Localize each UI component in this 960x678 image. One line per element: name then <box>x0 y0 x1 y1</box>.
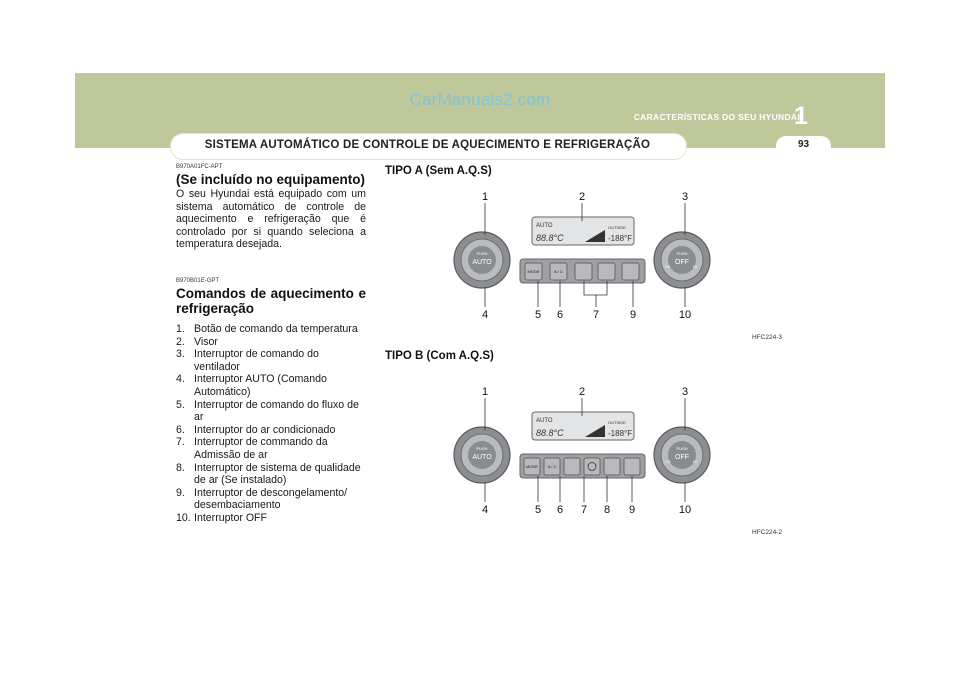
auto-label: AUTO <box>472 259 492 266</box>
temperature-knob <box>454 427 510 483</box>
diagram-a-code: HFC224-3 <box>752 334 782 341</box>
svg-text:PUSH: PUSH <box>676 446 688 451</box>
callout-label: 10 <box>678 504 692 516</box>
callout-label: 9 <box>629 309 637 321</box>
diagram-a-title: TIPO A (Sem A.Q.S) <box>385 165 492 177</box>
fan-knob <box>654 232 710 288</box>
list-item: 2. Visor <box>176 335 218 348</box>
svg-text:A / C: A / C <box>547 464 557 469</box>
fresh-air-button[interactable] <box>598 263 615 280</box>
callout-label: 6 <box>556 309 564 321</box>
controls-list <box>176 323 366 525</box>
block2-heading: Comandos de aquecimento e refrigeração <box>176 285 366 316</box>
text-column <box>176 164 366 524</box>
list-item: 5. Interruptor de comando do fluxo de ar <box>176 398 359 424</box>
off-label: OFF <box>675 259 689 266</box>
diagram-a-figure <box>440 185 740 335</box>
section-title: SISTEMA AUTOMÁTICO DE CONTROLE DE AQUECIMENTO E REFRIGERAÇÃO <box>204 139 651 151</box>
callout-label: 5 <box>534 504 542 516</box>
callout-label: 8 <box>603 504 611 516</box>
svg-text:88.8°C: 88.8°C <box>536 428 564 438</box>
svg-text:AUTO: AUTO <box>536 418 553 424</box>
fan-knob <box>654 427 710 483</box>
svg-text:88.8°C: 88.8°C <box>536 233 564 243</box>
block1-paragraph: O seu Hyundai está equipado com um sistema automático de controle de aquecimento e refrigeração que é controlado por si quando seleciona a temperatura desejada. <box>176 188 366 251</box>
callout-label: 2 <box>578 191 586 203</box>
diagram-b-title: TIPO B (Com A.Q.S) <box>385 350 494 362</box>
buttons-row <box>520 454 645 478</box>
callout-label: 4 <box>481 504 489 516</box>
callout-label: 2 <box>578 386 586 398</box>
svg-text:HI: HI <box>693 264 697 269</box>
page-number: 93 <box>797 139 810 150</box>
display-screen <box>532 217 634 245</box>
callout-label: 3 <box>681 386 689 398</box>
recirc-button[interactable] <box>564 458 580 475</box>
list-item: 9. Interruptor de descongelamento/ desembaciamento <box>176 486 348 512</box>
defrost-button[interactable] <box>624 458 640 475</box>
display-screen <box>532 412 634 440</box>
chapter-number: 1 <box>794 102 808 130</box>
svg-text:-188°F: -188°F <box>608 429 633 438</box>
svg-text:OUTSIDE: OUTSIDE <box>608 225 626 230</box>
svg-text:MODE: MODE <box>526 464 538 469</box>
chapter-title: CARACTERÍSTICAS DO SEU HYUNDAI <box>633 112 800 122</box>
svg-text:PUSH: PUSH <box>476 446 488 451</box>
buttons-row <box>520 259 645 283</box>
svg-text:LO: LO <box>665 264 671 269</box>
svg-text:OUTSIDE: OUTSIDE <box>608 420 626 425</box>
callout-label: 10 <box>678 309 692 321</box>
list-item: 3. Interruptor de comando do ventilador <box>176 348 319 373</box>
block2-code: B970B01E-GPT <box>176 277 220 284</box>
callout-label: 7 <box>592 309 600 321</box>
fresh-air-button[interactable] <box>604 458 620 475</box>
svg-text:HI: HI <box>693 459 697 464</box>
callout-label: 6 <box>556 504 564 516</box>
diagram-b-code: HFC224-2 <box>752 529 782 536</box>
aqs-button[interactable] <box>584 458 600 475</box>
svg-text:PUSH: PUSH <box>676 251 688 256</box>
svg-text:A / C: A / C <box>554 269 563 274</box>
diagram-b-figure <box>440 380 740 530</box>
callout-label: 3 <box>681 191 689 203</box>
list-item: 1. Botão de comando da temperatura <box>176 322 358 335</box>
callout-label: 4 <box>481 309 489 321</box>
list-item: 8. Interruptor de sistema de qualidade de ar (Se instalado) <box>176 461 361 487</box>
list-item: 7. Interruptor de commando da Admissão de ar <box>176 436 328 461</box>
svg-text:LO: LO <box>665 459 671 464</box>
temperature-knob <box>454 232 510 288</box>
watermark-text[interactable]: CarManuals2.com <box>409 90 551 109</box>
svg-text:PUSH: PUSH <box>476 251 488 256</box>
list-item: 10. Interruptor OFF <box>176 511 267 524</box>
svg-text:-188°F: -188°F <box>608 234 633 243</box>
svg-text:MODE: MODE <box>527 269 540 274</box>
block1-code: B970A01FC-APT <box>176 164 223 170</box>
list-item: 4. Interruptor AUTO (Comando Automático) <box>176 373 327 398</box>
list-item: 6. Interruptor do ar condicionado <box>176 423 336 436</box>
callout-label: 9 <box>628 504 636 516</box>
recirc-button[interactable] <box>575 263 592 280</box>
svg-text:AUTO: AUTO <box>536 223 553 229</box>
callout-label: 7 <box>580 504 588 516</box>
diagram-a-panel <box>454 217 710 288</box>
callout-label: 5 <box>534 309 542 321</box>
defrost-button[interactable] <box>622 263 639 280</box>
off-label: OFF <box>675 454 689 461</box>
callout-label: 1 <box>481 191 489 203</box>
callout-label: 1 <box>481 386 489 398</box>
diagram-b-panel <box>454 412 710 483</box>
auto-label: AUTO <box>472 454 492 461</box>
block1-heading: (Se incluído no equipamento) <box>176 172 365 187</box>
